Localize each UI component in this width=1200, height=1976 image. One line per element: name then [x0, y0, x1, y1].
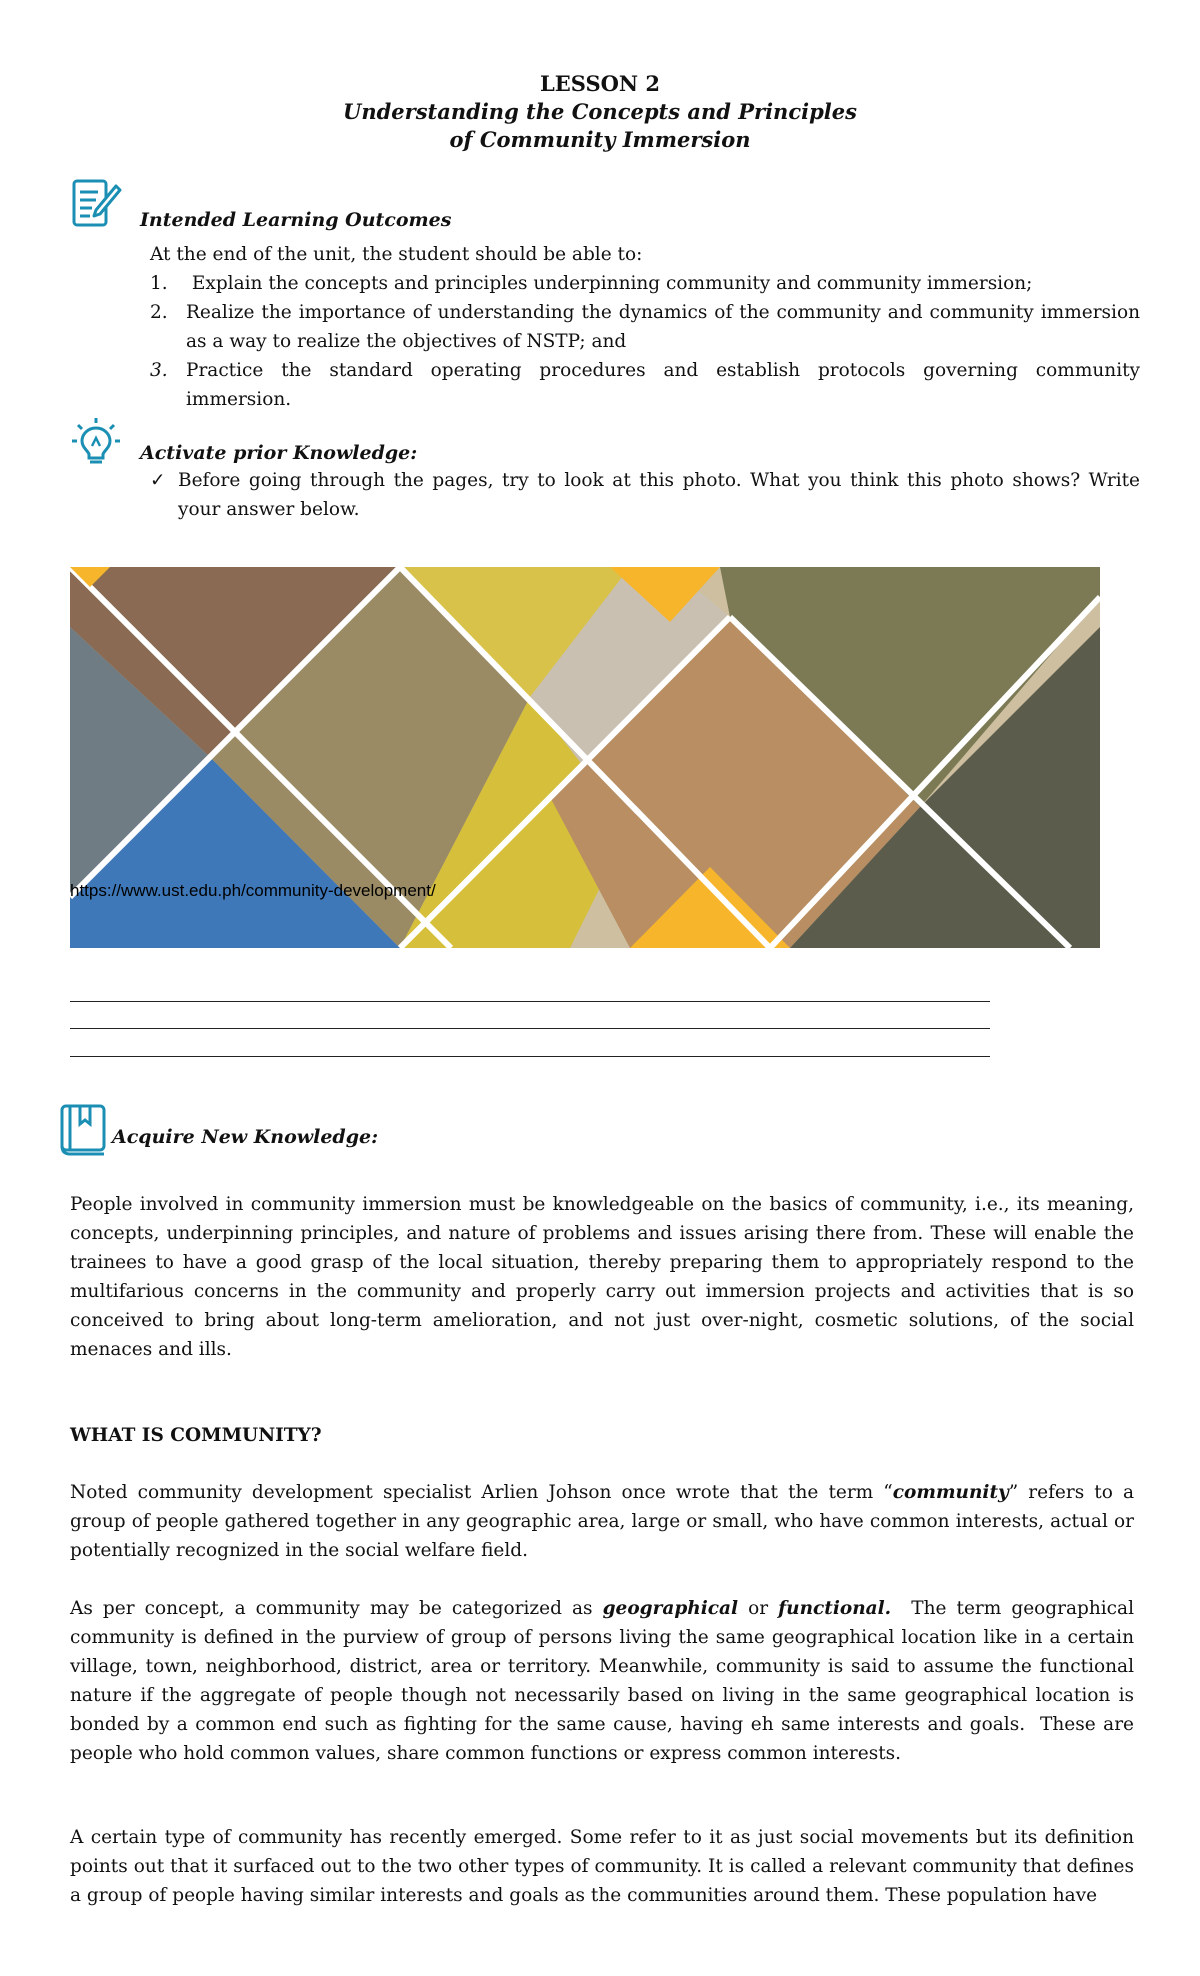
term-functional: functional. [778, 1598, 892, 1619]
outcome-number: 2. [150, 302, 168, 323]
book-icon [58, 1102, 110, 1156]
relevant-community-paragraph: A certain type of community has recently emerged. Some refer to it as just social movements but its definition points out that it surfaced out to the two other types of community. It is called a relevant community that defines a group of people having similar interests and goals as the communities around them. These population have [70, 1827, 1134, 1906]
lesson-title-line-2: of Community Immersion [449, 127, 751, 152]
acquire-heading: Acquire New Knowledge: [112, 1126, 379, 1148]
definition-text-start: Noted community development specialist Arlien Johson once wrote that the term “ [70, 1482, 893, 1503]
outcome-item [150, 356, 1140, 414]
lesson-label: LESSON 2 [539, 71, 661, 96]
activate-prompt: Before going through the pages, try to look at this photo. What you think this photo shows? Write your answer below. [178, 470, 1140, 520]
term-community: community [892, 1482, 1009, 1503]
categories-paragraph [70, 1594, 1140, 1768]
outcomes-list [150, 269, 1140, 414]
answer-line[interactable] [70, 1028, 990, 1029]
acquire-paragraph: People involved in community immersion must be knowledgeable on the basics of community, i.e., its meaning, concepts, underpinning principles, and nature of problems and issues arising there from. These will enable the trainees to have a good grasp of the local situation, thereby preparing them to appropriately respond to the multifarious concerns in the community and properly carry out immersion projects and activities that is so conceived to bring about long-term amelioration, and not just over-night, cosmetic solutions, of the social menaces and ills. [70, 1194, 1134, 1360]
definition-text-end: ” refers to a group of people gathered together in any geographic area, large or small, who have common interests, actual or potentially recognized in the social welfare field. [70, 1482, 1134, 1561]
answer-line[interactable] [70, 1001, 990, 1002]
checklist-pen-icon [70, 178, 122, 230]
outcome-item [150, 269, 1140, 298]
activate-heading: Activate prior Knowledge: [140, 442, 418, 464]
outcome-text: Explain the concepts and principles underpinning community and community immersion; [186, 273, 1033, 294]
outcome-number: 1. [150, 273, 168, 294]
definition-paragraph [70, 1478, 1134, 1565]
check-mark-icon: ✓ [150, 470, 166, 491]
outcome-text: Realize the importance of understanding the dynamics of the community and community immersion as a way to realize the objectives of NSTP; and [186, 302, 1140, 352]
term-geographical: geographical [602, 1598, 739, 1619]
outcome-item [150, 298, 1140, 356]
categories-text-or: or [738, 1598, 779, 1619]
activate-section [150, 466, 1140, 524]
outcomes-section [150, 240, 1140, 414]
outcomes-intro: At the end of the unit, the student should be able to: [150, 244, 643, 265]
outcomes-heading: Intended Learning Outcomes [140, 209, 452, 231]
lightbulb-icon [70, 416, 122, 468]
activate-prompt-item [150, 466, 1140, 524]
categories-text-end: The term geographical community is defined in the purview of group of persons living the same geographical location like in a certain village, town, neighborhood, district, area or territory. Meanwhile, community is said to assume the functional nature if the aggregate of people though not necessarily based on living in the same geographical location is bonded by a common end such as fighting for the same cause, having eh same interests and goals. These are people who hold common values, share common functions or express common interests. [70, 1598, 1140, 1764]
photo-source-caption: https://www.ust.edu.ph/community-development/ [70, 881, 436, 900]
answer-line[interactable] [70, 1056, 990, 1057]
what-is-community-heading: WHAT IS COMMUNITY? [70, 1425, 322, 1446]
lesson-title-block [0, 70, 1200, 154]
outcome-text: Practice the standard operating procedures and establish protocols governing community immersion. [186, 360, 1140, 410]
lesson-title-line-1: Understanding the Concepts and Principles [343, 99, 857, 124]
outcome-number: 3. [150, 360, 168, 381]
categories-text-start: As per concept, a community may be categorized as [70, 1598, 603, 1619]
